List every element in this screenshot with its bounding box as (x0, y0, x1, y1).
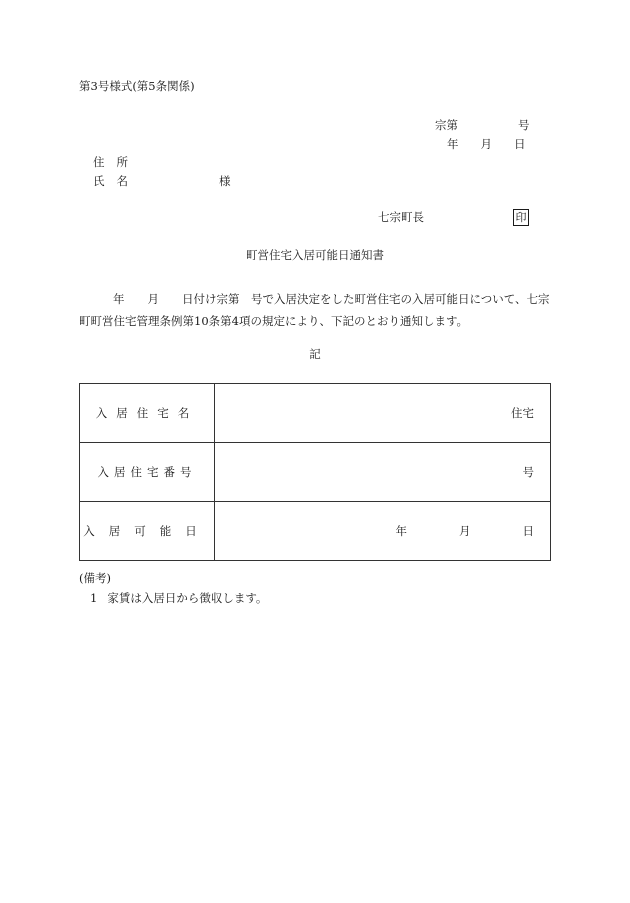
row-label-house-name: 入居住宅名 (80, 384, 215, 443)
name-label: 氏 名 (93, 174, 128, 188)
document-number-suffix: 号 (518, 118, 530, 132)
ki-heading: 記 (309, 347, 321, 361)
document-title: 町営住宅入居可能日通知書 (246, 248, 384, 262)
remarks-title: (備考) (79, 571, 111, 585)
body-paragraph: 年 月 日付け宗第 号で入居決定をした町営住宅の入居可能日について、七宗町町営住宅管理条例第10条第4項の規定により、下記のとおり通知します。 (79, 292, 550, 328)
row-value-house-number: 号 (215, 443, 551, 502)
form-label: 第3号様式(第5条関係) (79, 79, 195, 93)
document-number-prefix: 宗第 (435, 118, 458, 132)
date-day: 日 (514, 137, 526, 151)
seal-stamp: 印 (513, 209, 529, 226)
table-row (80, 443, 551, 502)
remarks-item: 1 家賃は入居日から徴収します。 (90, 591, 268, 605)
issuer-name: 七宗町長 (378, 210, 424, 224)
address-label: 住 所 (93, 155, 128, 169)
row-value-house-name: 住宅 (215, 384, 551, 443)
row-label-house-number: 入居住宅番号 (80, 443, 215, 502)
row-label-move-in-date: 入居可能日 (80, 502, 215, 561)
document-date (447, 139, 526, 151)
date-month: 月 (480, 137, 492, 151)
table-row (80, 502, 551, 561)
info-table (79, 383, 551, 561)
row-value-move-in-date: 年 月 日 (215, 502, 551, 561)
table-row (80, 384, 551, 443)
honorific: 様 (219, 174, 231, 188)
date-year: 年 (447, 137, 459, 151)
document-number (435, 120, 530, 132)
